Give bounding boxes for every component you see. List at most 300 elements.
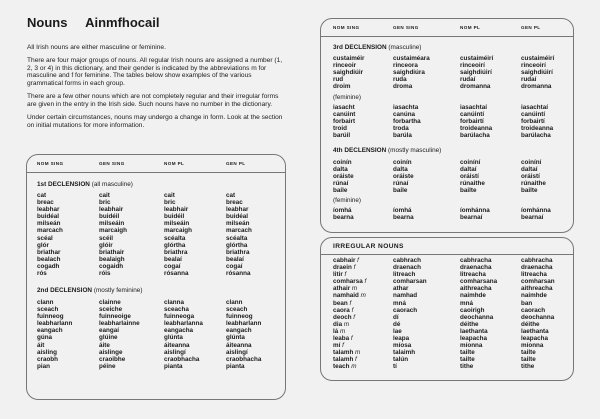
- word-cell: cait: [164, 192, 175, 199]
- gender-marker: m: [360, 292, 366, 300]
- word-cell: buidéil: [99, 213, 120, 221]
- section-title: 4th DECLENSION: [333, 147, 387, 154]
- word-cell: dí: [393, 313, 399, 321]
- word-cell: oráistí: [521, 173, 540, 181]
- word-cell: [333, 363, 366, 370]
- word-cell: canúint: [333, 111, 356, 119]
- section-subtitle: (all masculine): [91, 181, 133, 188]
- word-cell: mná: [393, 299, 406, 307]
- noun-word: lá: [333, 327, 339, 335]
- word-cell: milseán: [226, 220, 250, 228]
- word-cell: milseáin: [99, 220, 125, 228]
- word-cell: troideanna: [521, 125, 554, 133]
- noun-word: talamh: [333, 356, 354, 364]
- col-nom-pl: [460, 159, 485, 194]
- header-nom-pl: NOM PL: [460, 25, 481, 30]
- col-gen-pl: [226, 192, 252, 277]
- word-cell: cat: [226, 192, 236, 199]
- section-title-2nd-declension: [37, 287, 142, 294]
- word-cell: custaiméirí: [521, 55, 555, 62]
- word-cell: litreacha: [521, 271, 547, 279]
- word-cell: forbairt: [333, 118, 356, 126]
- word-cell: coiníní: [521, 159, 542, 166]
- word-cell: aislingí: [226, 348, 248, 356]
- word-cell: bric: [164, 199, 176, 207]
- word-cell: saighdiúirí: [460, 69, 492, 77]
- word-cell: clann: [226, 299, 243, 306]
- noun-word: caora: [333, 306, 350, 314]
- word-cell: saighdiúirí: [521, 69, 553, 77]
- word-cell: dromanna: [521, 83, 552, 91]
- word-cell: naimhde: [521, 292, 547, 300]
- word-cell: ban: [521, 299, 533, 307]
- word-cell: marcaigh: [99, 227, 127, 235]
- gender-marker: f: [357, 257, 359, 264]
- word-cell: leabhair: [99, 206, 124, 214]
- word-cell: dalta: [393, 166, 408, 174]
- title-english: Nouns: [27, 15, 68, 30]
- word-cell: cabhracha: [460, 257, 492, 264]
- word-cell: eangacha: [164, 327, 194, 335]
- word-cell: íomhá: [333, 207, 352, 214]
- column-headers: [321, 19, 573, 37]
- word-cell: [333, 342, 366, 349]
- gender-marker: f: [355, 356, 357, 364]
- intro-paragraph: All Irish nouns are either masculine or feminine.: [27, 44, 166, 51]
- word-cell: glóir: [99, 241, 113, 249]
- word-cell: cogaí: [164, 262, 181, 270]
- word-cell: rinceoirí: [460, 62, 485, 70]
- word-cell: róis: [99, 270, 111, 278]
- word-cell: leapacha: [460, 335, 487, 343]
- word-cell: tithe: [460, 363, 474, 371]
- word-cell: oráiste: [393, 173, 414, 181]
- irregular-nouns-table: [320, 237, 574, 381]
- section-subtitle: (mostly masculine): [388, 147, 442, 154]
- word-cell: troid: [333, 125, 347, 133]
- word-cell: leabharlanna: [164, 320, 203, 328]
- gender-marker: f: [351, 306, 354, 314]
- word-cell: [333, 321, 366, 328]
- word-cell: cogaidh: [99, 262, 124, 270]
- intro-paragraph: Under certain circumstances, nouns may undergo a change in form. Look at the section on initial mutations for more information.: [27, 113, 283, 129]
- word-cell: droma: [393, 83, 413, 91]
- word-cell: droim: [333, 83, 351, 91]
- gender-marker: f: [350, 335, 353, 343]
- word-cell: scéalta: [164, 234, 186, 242]
- col-nom-pl: [460, 55, 493, 90]
- gender-marker: f: [349, 299, 352, 307]
- word-cell: litreacha: [460, 271, 486, 279]
- title-irish: Ainmfhocail: [85, 15, 160, 30]
- word-cell: áit: [37, 341, 45, 349]
- noun-word: athair: [333, 285, 351, 293]
- word-cell: rósanna: [226, 270, 251, 278]
- word-cell: bealaí: [164, 255, 182, 263]
- col-gen-pl: [226, 299, 261, 370]
- word-cell: déithe: [521, 320, 540, 328]
- word-cell: coinín: [333, 159, 352, 166]
- noun-word: bean: [333, 299, 348, 307]
- gender-marker: m: [355, 349, 361, 357]
- word-cell: buidéil: [164, 213, 185, 221]
- col-nom-sing: [37, 299, 72, 370]
- word-cell: gúna: [37, 334, 53, 342]
- word-cell: leapa: [393, 335, 410, 343]
- gender-marker: f: [353, 313, 356, 321]
- word-cell: craobhacha: [164, 355, 200, 363]
- word-cell: barúil: [333, 132, 351, 140]
- word-cell: saighdiúra: [393, 69, 425, 77]
- word-cell: tailte: [460, 356, 475, 364]
- word-cell: rúnaí: [393, 180, 409, 188]
- word-cell: saighdiúir: [333, 69, 364, 77]
- header-nom-sing: NOM SING: [333, 25, 360, 30]
- word-cell: [333, 314, 366, 321]
- word-cell: [333, 292, 366, 299]
- word-cell: iasacht: [333, 104, 355, 111]
- word-cell: aislinge: [99, 348, 123, 356]
- word-cell: áiteanna: [164, 341, 190, 349]
- word-cell: rinceoir: [333, 62, 357, 70]
- word-cell: clainne: [99, 299, 121, 306]
- word-cell: glórtha: [164, 241, 186, 249]
- word-cell: litreach: [393, 271, 416, 279]
- word-cell: íomhá: [393, 207, 412, 214]
- word-cell: barúlacha: [521, 132, 551, 140]
- word-cell: baile: [333, 187, 348, 195]
- word-cell: talún: [393, 356, 409, 364]
- noun-word: dia: [333, 320, 343, 328]
- col-nom-sing: [333, 159, 354, 194]
- word-cell: clann: [37, 299, 54, 306]
- word-cell: comharsan: [521, 278, 555, 286]
- word-cell: daltaí: [521, 166, 538, 174]
- col-gen-sing: [393, 159, 414, 194]
- intro-paragraph: There are a few other nouns which are not completely regular and their irregular forms are given in the entry in the Irish side. Such nouns have no number in the dictionary.: [27, 93, 279, 108]
- word-cell: milseán: [37, 220, 61, 228]
- word-cell: talaimh: [393, 349, 416, 357]
- gender-marker: m: [351, 285, 358, 293]
- word-cell: breac: [37, 199, 54, 207]
- word-cell: custaiméirí: [460, 55, 494, 62]
- gender-label-feminine: (feminine): [333, 94, 361, 101]
- noun-word: teach: [333, 363, 350, 371]
- col-gen-pl: [521, 159, 546, 194]
- word-cell: dromanna: [460, 83, 491, 91]
- section-title: 2nd DECLENSION: [37, 287, 93, 294]
- section-subtitle: (masculine): [388, 44, 422, 51]
- word-cell: marcaigh: [164, 227, 192, 235]
- word-cell: buidéal: [37, 213, 60, 221]
- col-irregular-gen-sing: [393, 257, 427, 371]
- word-cell: pianta: [226, 362, 245, 370]
- word-cell: bearnaí: [460, 214, 483, 222]
- noun-word: namhaid: [333, 292, 359, 300]
- word-cell: caoirigh: [460, 306, 485, 314]
- word-cell: sceacha: [164, 306, 189, 314]
- word-cell: [333, 278, 366, 285]
- irregular-nouns-title: IRREGULAR NOUNS: [333, 243, 404, 250]
- word-cell: troda: [393, 125, 409, 133]
- word-cell: tithe: [521, 363, 535, 371]
- word-cell: eangach: [226, 327, 252, 335]
- word-cell: cabhracha: [521, 257, 553, 264]
- word-cell: laethanta: [521, 327, 549, 335]
- word-cell: [333, 307, 366, 314]
- word-cell: craobhacha: [226, 355, 262, 363]
- gender-marker: f: [364, 278, 367, 286]
- col-nom-pl: [460, 104, 492, 139]
- word-cell: craoibhe: [99, 355, 126, 363]
- word-cell: ruda: [393, 76, 407, 84]
- word-cell: leabhair: [164, 206, 189, 214]
- word-cell: oráistí: [460, 173, 479, 181]
- word-cell: draenacha: [521, 264, 553, 272]
- word-cell: eangach: [37, 327, 63, 335]
- word-cell: déithe: [460, 320, 479, 328]
- col-gen-sing: [99, 299, 140, 370]
- gender-marker: m: [351, 363, 357, 371]
- header-gen-sing: GEN SING: [393, 25, 419, 30]
- word-cell: namhad: [393, 292, 418, 300]
- col-nom-sing: [333, 207, 354, 221]
- word-cell: leabharlann: [37, 320, 73, 328]
- word-cell: dé: [393, 320, 401, 328]
- noun-word: litir: [333, 271, 343, 279]
- word-cell: fuinneoga: [164, 313, 195, 321]
- word-cell: daltaí: [460, 166, 477, 174]
- word-cell: íomhánna: [460, 207, 490, 214]
- word-cell: caorach: [521, 306, 546, 314]
- word-cell: bealach: [37, 255, 61, 263]
- word-cell: eangaí: [99, 327, 119, 335]
- word-cell: clanna: [164, 299, 184, 306]
- gender-marker: m: [340, 327, 346, 335]
- word-cell: draenacha: [460, 264, 492, 272]
- word-cell: deochanna: [521, 313, 555, 321]
- word-cell: briathar: [37, 248, 61, 256]
- word-cell: forbartha: [393, 118, 421, 126]
- word-cell: [333, 264, 366, 271]
- word-cell: cabhrach: [393, 257, 421, 264]
- word-cell: sceach: [226, 306, 248, 314]
- word-cell: deochanna: [460, 313, 494, 321]
- declension-table-1-2: [26, 154, 286, 400]
- word-cell: aithreacha: [460, 285, 492, 293]
- word-cell: leabhar: [226, 206, 249, 214]
- word-cell: fuinneog: [226, 313, 253, 321]
- word-cell: laethanta: [460, 327, 488, 335]
- word-cell: pian: [37, 362, 50, 370]
- noun-word: mí: [333, 342, 341, 350]
- section-subtitle: (mostly feminine): [93, 287, 143, 294]
- col-gen-sing: [393, 104, 421, 139]
- word-cell: aislingí: [164, 348, 186, 356]
- word-cell: [333, 285, 366, 292]
- col-nom-sing: [37, 192, 63, 277]
- word-cell: rinceoirí: [521, 62, 546, 70]
- word-cell: bailte: [460, 187, 477, 195]
- word-cell: barúla: [393, 132, 412, 140]
- col-nom-sing: [333, 104, 355, 139]
- section-title-4th-declension: [333, 147, 441, 154]
- word-cell: rúnaithe: [460, 180, 485, 188]
- word-cell: bric: [99, 199, 111, 207]
- word-cell: aithreacha: [521, 285, 553, 293]
- noun-word: leaba: [333, 335, 350, 343]
- word-cell: péine: [99, 362, 116, 370]
- word-cell: barúlacha: [460, 132, 490, 140]
- word-cell: naimhde: [460, 292, 486, 300]
- section-title: 1st DECLENSION: [37, 181, 90, 188]
- col-irregular-nom-sing: [333, 257, 366, 371]
- word-cell: glúine: [99, 334, 118, 342]
- word-cell: troideanna: [460, 125, 493, 133]
- page-title: [27, 15, 159, 30]
- col-nom-pl: [460, 207, 490, 221]
- word-cell: fuinneog: [37, 313, 64, 321]
- word-cell: rúnaithe: [521, 180, 546, 188]
- word-cell: leabharlainne: [99, 320, 140, 328]
- word-cell: rinceora: [393, 62, 418, 70]
- word-cell: buidéal: [226, 213, 249, 221]
- word-cell: míonna: [521, 342, 544, 350]
- word-cell: craobh: [37, 355, 58, 363]
- noun-word: comharsa: [333, 278, 363, 286]
- word-cell: marcach: [37, 227, 63, 235]
- word-cell: milseáin: [164, 220, 190, 228]
- word-cell: athar: [393, 285, 409, 293]
- word-cell: coinín: [393, 159, 412, 166]
- word-cell: iasachta: [393, 104, 419, 111]
- col-gen-pl: [521, 104, 553, 139]
- word-cell: glúnta: [226, 334, 245, 342]
- noun-word: talamh: [333, 349, 354, 357]
- word-cell: sceach: [37, 306, 59, 314]
- word-cell: custaiméir: [333, 55, 365, 62]
- word-cell: tailte: [460, 349, 475, 357]
- word-cell: [333, 356, 366, 363]
- word-cell: forbairtí: [521, 118, 545, 126]
- word-cell: custaiméara: [393, 55, 430, 62]
- col-nom-pl: [164, 299, 203, 370]
- noun-word: deoch: [333, 313, 352, 321]
- word-cell: marcach: [226, 227, 252, 235]
- word-cell: briathra: [164, 248, 188, 256]
- word-cell: bearnaí: [521, 214, 544, 222]
- word-cell: tailte: [521, 356, 536, 364]
- word-cell: rudaí: [460, 76, 476, 84]
- word-cell: breac: [226, 199, 243, 207]
- word-cell: iasachtaí: [460, 104, 487, 111]
- word-cell: mná: [460, 299, 473, 307]
- gender-marker: f: [353, 264, 356, 272]
- col-gen-pl: [521, 207, 551, 221]
- word-cell: bealaigh: [99, 255, 125, 263]
- word-cell: comharsana: [460, 278, 498, 286]
- col-nom-pl: [164, 192, 192, 277]
- word-cell: draenach: [393, 264, 421, 272]
- col-gen-sing: [393, 55, 430, 90]
- column-headers: [27, 155, 285, 173]
- word-cell: comharsan: [393, 278, 427, 286]
- word-cell: forbairtí: [460, 118, 484, 126]
- word-cell: cat: [37, 192, 47, 199]
- word-cell: cogadh: [37, 262, 60, 270]
- word-cell: leapacha: [521, 335, 548, 343]
- word-cell: bailte: [521, 187, 538, 195]
- intro-paragraph: There are four major groups of nouns. All regular Irish nouns are assigned a number (1, 2, 3 or 4) in this dictionary, and their gender is indicated by the abbreviations m for masculine and f for feminine. The tables below show examples of the various grammatical forms in each group.: [27, 57, 283, 87]
- col-gen-sing: [99, 192, 127, 277]
- word-cell: glúnta: [164, 334, 183, 342]
- header-nom-sing: NOM SING: [37, 161, 64, 166]
- word-cell: canúintí: [460, 111, 485, 119]
- declension-table-3-4: [320, 18, 574, 233]
- word-cell: [333, 328, 366, 335]
- header-gen-sing: GEN SING: [99, 161, 125, 166]
- word-cell: [333, 349, 366, 356]
- word-cell: canúna: [393, 111, 416, 119]
- section-title-3rd-declension: [333, 44, 421, 51]
- col-gen-pl: [521, 55, 554, 90]
- word-cell: áiteanna: [226, 341, 252, 349]
- word-cell: bealaí: [226, 255, 244, 263]
- noun-word: draein: [333, 264, 352, 272]
- col-gen-sing: [393, 207, 414, 221]
- section-title: 3rd DECLENSION: [333, 44, 387, 51]
- section-title-1st-declension: [37, 181, 133, 188]
- word-cell: canúintí: [521, 111, 546, 119]
- word-cell: scéalta: [226, 234, 248, 242]
- col-nom-sing: [333, 55, 365, 90]
- word-cell: [333, 335, 366, 342]
- word-cell: rósanna: [164, 270, 189, 278]
- col-irregular-nom-pl: [460, 257, 497, 371]
- word-cell: leabharlann: [226, 320, 262, 328]
- word-cell: tí: [393, 363, 397, 371]
- word-cell: áite: [99, 341, 110, 349]
- gender-marker: f: [342, 342, 344, 350]
- word-cell: baile: [393, 187, 408, 195]
- word-cell: rud: [333, 76, 344, 84]
- divider: [321, 254, 573, 255]
- gender-marker: m: [343, 320, 350, 328]
- word-cell: pianta: [164, 362, 183, 370]
- header-nom-pl: NOM PL: [164, 161, 185, 166]
- word-cell: glór: [37, 241, 49, 249]
- word-cell: rós: [37, 270, 47, 278]
- word-cell: scéal: [37, 234, 53, 242]
- word-cell: iasachtaí: [521, 104, 548, 111]
- header-gen-pl: GEN PL: [226, 161, 246, 166]
- word-cell: leabhar: [37, 206, 60, 214]
- word-cell: [333, 271, 366, 278]
- word-cell: bearna: [333, 214, 354, 222]
- word-cell: briathair: [99, 248, 125, 256]
- word-cell: míonna: [460, 342, 483, 350]
- word-cell: coiníní: [460, 159, 481, 166]
- word-cell: sceiche: [99, 306, 123, 314]
- word-cell: rudaí: [521, 76, 537, 84]
- word-cell: fuinneoige: [99, 313, 131, 321]
- word-cell: glórtha: [226, 241, 248, 249]
- word-cell: briathra: [226, 248, 250, 256]
- word-cell: lae: [393, 327, 402, 335]
- word-cell: oráiste: [333, 173, 354, 181]
- word-cell: rúnaí: [333, 180, 349, 188]
- word-cell: aisling: [37, 348, 57, 356]
